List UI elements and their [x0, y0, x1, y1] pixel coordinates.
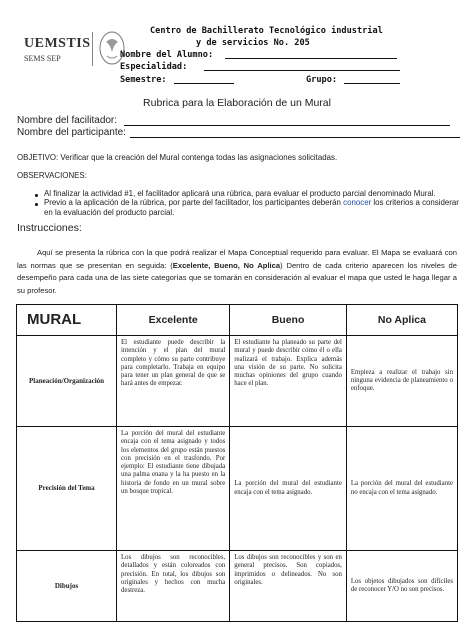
bullet2-text-a: Previo a la aplicación de la rúbrica, por parte del facilitador, los participantes deberán [44, 198, 344, 207]
objective-text: OBJETIVO: Verificar que la creación del Mural contenga todas las asignaciones solicitadas. [17, 153, 338, 162]
institution-name: Centro de Bachillerato Tecnológico industrial [150, 26, 383, 36]
institution-logo [24, 30, 132, 70]
semester-field[interactable] [174, 83, 234, 84]
logo-text: UEMSTIS [24, 36, 91, 51]
table-row [17, 551, 458, 622]
header-no-aplica: No Aplica [346, 305, 457, 336]
observation-bullet-1: Al finalizar la actividad #1, el facilitador aplicará una rúbrica, para evaluar el producto parcial denominado Mural. [44, 189, 436, 198]
category-cell: Precisión del Tema [17, 427, 117, 551]
para-text-a: Aquí se presenta la rúbrica con la que podrá realizar el Mapa Conceptual requerido para evaluar. El Mapa se evaluará con las normas que se presentan en seguida: ( [17, 248, 457, 270]
bueno-cell: Los dibujos son reconocibles y son en general precisos. Son copiados, imprimidos o delineados. No son originales. [230, 551, 347, 622]
header-bueno: Bueno [230, 305, 347, 336]
semester-row [120, 75, 167, 85]
header-excelente: Excelente [117, 305, 230, 336]
excelente-cell: El estudiante puede describir la intención y el plan del mural completo y cómo su parte contribuye para completarlo. Trabaja en equipo para tener un plan general de que se hará antes de empezar. [117, 336, 230, 427]
facilitator-field[interactable] [124, 125, 450, 126]
observation-bullet-2 [44, 198, 464, 218]
student-name-label: Nombre del Alumno: [120, 50, 214, 60]
eagle-emblem-icon [98, 30, 126, 66]
student-name-field[interactable] [225, 58, 397, 59]
specialty-row [120, 62, 187, 72]
category-cell: Planeación/Organización [17, 336, 117, 427]
bueno-cell: La porción del mural del estudiante encaja con el tema asignado. [230, 427, 347, 551]
bullet-dot [35, 203, 38, 206]
student-name-row [120, 50, 213, 60]
bullet2-text-b: los criterios a considerar en la evaluación del producto parcial. [44, 198, 459, 217]
specialty-label: Especialidad: [120, 62, 188, 72]
facilitator-label: Nombre del facilitador: [17, 115, 118, 126]
bullet-dot [35, 194, 38, 197]
conocer-link[interactable]: conocer [343, 198, 372, 207]
observations-label: OBSERVACIONES: [17, 171, 87, 180]
no-aplica-cell: Empieza a realizar el trabajo sin ninguna evidencia de planeamiento o enfoque. [346, 336, 457, 427]
instructions-paragraph [17, 247, 457, 297]
rubric-table [16, 304, 458, 622]
excelente-cell: Los dibujos son reconocibles, detallados y están coloreados con precisión. En total, los dibujos son originales y hechos con mucha destreza. [117, 551, 230, 622]
excelente-cell: La porción del mural del estudiante encaja con el tema asignado y todos los elementos del grupo están puestos con precisión en el trasfondo. Por ejemplo: El estudiante tiene dibujada una palma enana y la ha puesto en la historia de fondo en un mural sobre un bosque tropical. [117, 427, 230, 551]
page-title: Rubrica para la Elaboración de un Mural [143, 97, 331, 109]
institution-number: y de servicios No. 205 [196, 38, 310, 48]
specialty-field[interactable] [204, 70, 400, 71]
header-mural: MURAL [17, 305, 117, 336]
category-cell: Dibujos [17, 551, 117, 622]
group-label: Grupo: [306, 75, 338, 85]
instructions-heading: Instrucciones: [17, 222, 82, 234]
participant-field[interactable] [130, 137, 460, 138]
logo-subtext: SEMS SEP [24, 54, 61, 63]
table-row [17, 427, 458, 551]
group-field[interactable] [344, 83, 400, 84]
semester-label: Semestre: [120, 75, 167, 85]
participant-label: Nombre del participante: [17, 127, 126, 138]
no-aplica-cell: La porción del mural del estudiante no encaja con el tema asignado. [346, 427, 457, 551]
group-row [306, 75, 337, 85]
para-levels: Excelente, Bueno, No Aplica [172, 260, 281, 270]
table-row [17, 336, 458, 427]
table-header-row [17, 305, 458, 336]
logo-separator [92, 32, 93, 66]
bueno-cell: El estudiante ha planeado su parte del mural y puede describir cómo él o ella realizará el trabajo. Explica además una visión de su parte. No solicita muchas opiniones del grupo cuando hace el plan. [230, 336, 347, 427]
no-aplica-cell: Los objetos dibujados son difíciles de reconocer Y/O no son precisos. [346, 551, 457, 622]
para-text-b: ) Dentro de cada criterio aparecen los niveles de desempeño para cada una de las siete categorías que se tomarán en consideración al evaluar el mapa que usted le haga llegar a su profesor. [17, 260, 458, 295]
